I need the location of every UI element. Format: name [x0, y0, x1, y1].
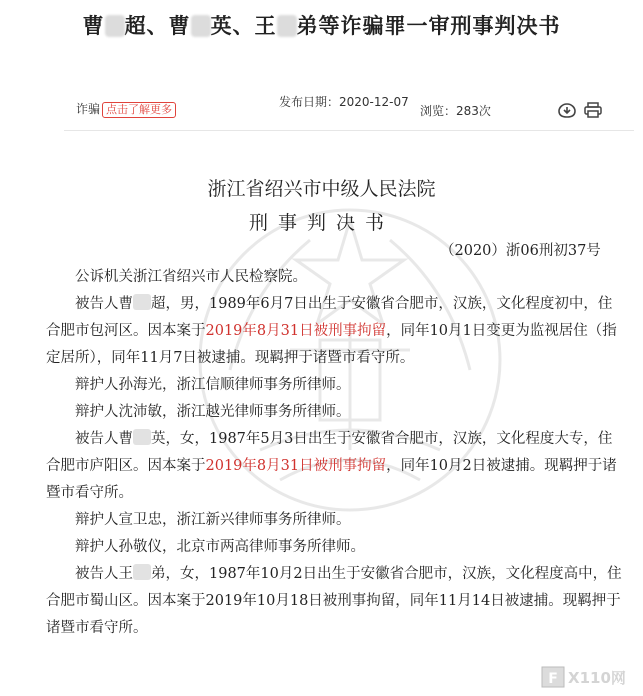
redacted-name — [277, 15, 297, 37]
watermark-letter: F — [548, 671, 558, 687]
document-type: 刑事判决书 — [248, 212, 394, 234]
defendant-paragraph: 被告人王 弟，女，1987年10月2日出生于安徽省合肥市，汉族，文化程度高中，住合肥市蜀山区。因本案于2019年10月18日被刑事拘留，同年11月14日被逮捕。现羁押于诸暨市看守所。 — [46, 566, 622, 636]
publish-date: 发布日期：2020-12-07 — [279, 95, 409, 109]
court-name: 浙江省绍兴市中级人民法院 — [207, 178, 436, 200]
case-number: （2020）浙06刑初37号 — [440, 243, 601, 259]
share-icon[interactable] — [558, 102, 576, 118]
lawyer-paragraph: 辩护人宣卫忠，浙江新兴律师事务所律师。 — [75, 512, 351, 528]
site-watermark — [540, 663, 640, 691]
detention-date: 2019年8月31日被刑事拘留 — [205, 323, 387, 339]
print-icon[interactable] — [584, 102, 602, 118]
lawyer-paragraph: 辩护人孙敬仪，北京市两高律师事务所律师。 — [75, 539, 365, 555]
redacted-name — [191, 15, 211, 37]
meta-bar — [0, 94, 643, 134]
redacted-name — [133, 564, 151, 580]
defendant-paragraph: 被告人曹 超，男，1989年6月7日出生于安徽省合肥市，汉族，文化程度初中，住合肥市包河区。因本案于2019年8月31日被刑事拘留，同年10月1日变更为监视居住（指定居所），同年11月7日被逮捕。现羁押于诸暨市看守所。 — [46, 296, 617, 366]
category — [76, 100, 176, 118]
category-label[interactable]: 诈骗 — [76, 102, 101, 116]
view-count: 浏览：283次 — [420, 104, 491, 118]
defendant-paragraph: 被告人曹 英，女，1987年5月3日出生于安徽省合肥市，汉族，文化程度大专，住合肥市庐阳区。因本案于2019年8月31日被刑事拘留，同年10月2日被逮捕。现羁押于诸暨市看守所。 — [46, 431, 617, 501]
lawyer-paragraph: 辩护人孙海光，浙江信顺律师事务所律师。 — [75, 377, 351, 393]
detention-date: 2019年8月31日被刑事拘留 — [205, 458, 387, 474]
watermark-text: X110网 — [568, 669, 626, 687]
divider — [64, 130, 634, 131]
redacted-name — [133, 294, 151, 310]
lawyer-paragraph: 辩护人沈沛敏，浙江越光律师事务所律师。 — [75, 404, 351, 420]
judgment-body — [46, 264, 624, 642]
redacted-name — [133, 429, 151, 445]
page-title: 曹 超、曹 英、王 弟等诈骗罪一审刑事判决书 — [82, 14, 561, 38]
more-link[interactable]: 点击了解更多 — [102, 102, 176, 118]
prosecutor-paragraph: 公诉机关浙江省绍兴市人民检察院。 — [75, 269, 307, 285]
redacted-name — [105, 15, 125, 37]
